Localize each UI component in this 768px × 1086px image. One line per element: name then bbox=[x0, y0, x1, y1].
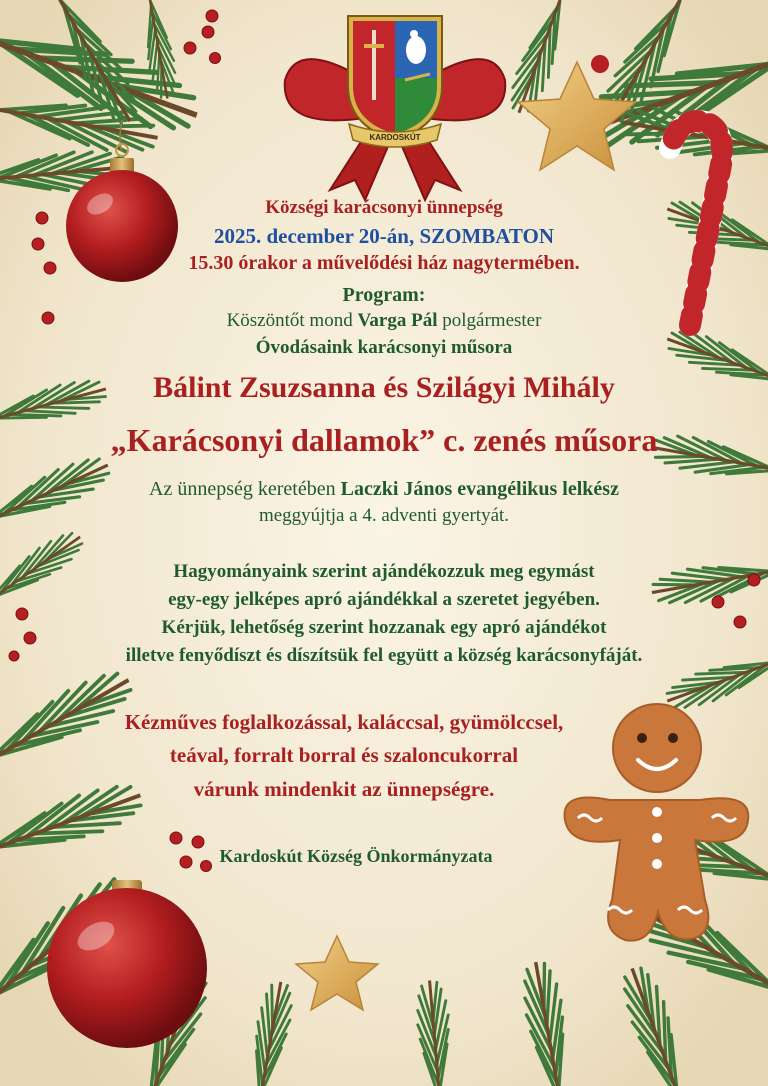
pastor-name: Laczki János evangélikus lelkész bbox=[340, 478, 619, 500]
crest-label: KARDOSKÚT bbox=[369, 133, 421, 142]
tradition-line-4: illetve fenyődíszt és díszítsük fel együtt a község karácsonyfáját. bbox=[125, 645, 643, 666]
welcome-prefix: Köszöntőt mond bbox=[226, 310, 358, 331]
welcome-suffix: polgármester bbox=[437, 310, 542, 331]
candle-line-1 bbox=[0, 478, 768, 501]
feature-show-title: „Karácsonyi dallamok” c. zenés műsora bbox=[110, 422, 658, 458]
crest-ribbon bbox=[345, 118, 445, 150]
mayor-name: Varga Pál bbox=[357, 310, 438, 331]
program-welcome bbox=[0, 310, 768, 332]
invitation-line-2: teával, forralt borral és szaloncukorral bbox=[169, 743, 519, 767]
program-heading: Program: bbox=[342, 284, 426, 306]
candle-line-2: meggyújtja a 4. adventi gyertyát. bbox=[258, 505, 510, 526]
invitation-line-3: várunk mindenkit az ünnepségre. bbox=[193, 777, 495, 801]
event-date: 2025. december 20-án, SZOMBATON bbox=[213, 224, 555, 248]
signature: Kardoskút Község Önkormányzata bbox=[219, 846, 493, 866]
feature-performers: Bálint Zsuzsanna és Szilágyi Mihály bbox=[153, 371, 615, 404]
invitation-line-1: Kézműves foglalkozással, kaláccsal, gyümölccsel, bbox=[124, 710, 564, 734]
event-time-place: 15.30 órakor a művelődési ház nagytermében. bbox=[188, 252, 580, 274]
tradition-line-3: Kérjük, lehetőség szerint hozzanak egy apró ajándékot bbox=[161, 617, 607, 638]
program-kindergarten: Óvodásaink karácsonyi műsora bbox=[255, 337, 513, 358]
event-title: Községi karácsonyi ünnepség bbox=[265, 197, 503, 218]
candle-prefix: Az ünnepség keretében bbox=[149, 478, 341, 500]
tradition-line-1: Hagyományaink szerint ajándékozzuk meg egymást bbox=[173, 561, 595, 582]
tradition-line-2: egy-egy jelképes apró ajándékkal a szeretet jegyében. bbox=[168, 589, 600, 610]
